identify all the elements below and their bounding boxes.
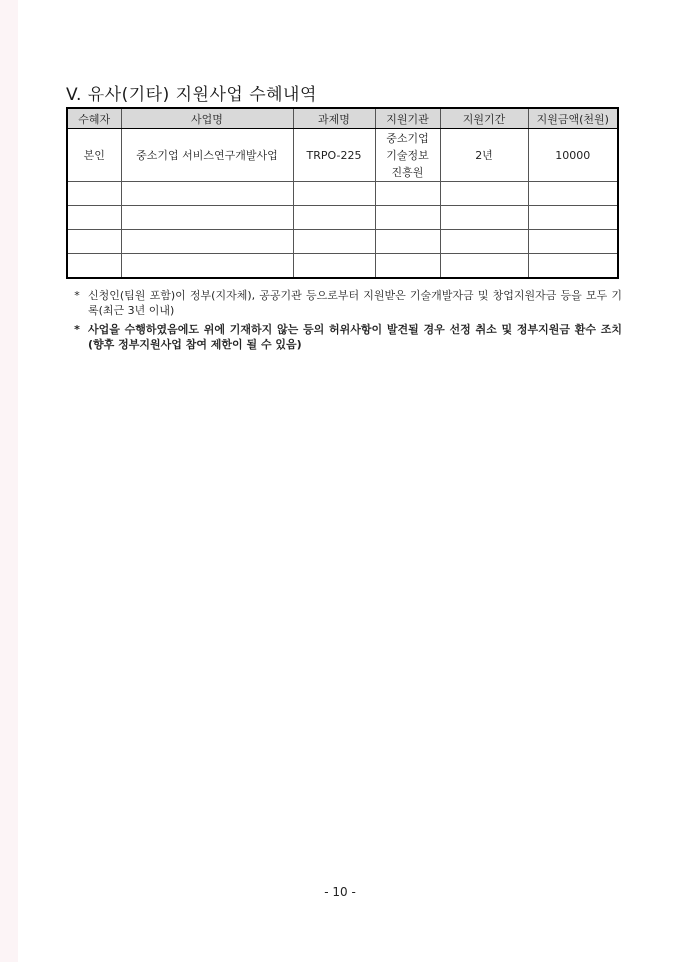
- table-row: [67, 129, 618, 182]
- table-row-empty: [67, 230, 618, 254]
- table-row-empty: [67, 206, 618, 230]
- cell-amount: 10000: [528, 129, 618, 182]
- table-row-empty: [67, 182, 618, 206]
- note-item: [66, 288, 622, 318]
- cell-recipient: 본인: [67, 129, 121, 182]
- header-task-name: 과제명: [293, 108, 375, 129]
- page-margin-strip: [0, 0, 18, 962]
- notes: [66, 288, 622, 356]
- agency-line: 중소기업: [386, 131, 429, 145]
- cell-project-name: 중소기업 서비스연구개발사업: [121, 129, 293, 182]
- section-title: V. 유사(기타) 지원사업 수혜내역: [66, 85, 317, 105]
- table-row-empty: [67, 254, 618, 279]
- cell-task-name: TRPO-225: [293, 129, 375, 182]
- header-project-name: 사업명: [121, 108, 293, 129]
- note-item-warning: [66, 322, 622, 352]
- note-bullet: *: [74, 289, 80, 302]
- header-period: 지원기간: [440, 108, 528, 129]
- agency-line: 기술정보: [386, 148, 429, 162]
- note-text: 신청인(팀원 포함)이 정부(지자체), 공공기관 등으로부터 지원받은 기술개발자금 및 창업지원자금 등을 모두 기록(최근 3년 이내): [88, 289, 622, 317]
- support-history-table: [66, 107, 619, 279]
- table-header-row: [67, 108, 618, 129]
- agency-line: 진흥원: [391, 165, 424, 179]
- cell-period: 2년: [440, 129, 528, 182]
- header-amount: 지원금액(천원): [528, 108, 618, 129]
- page-number: - 10 -: [324, 885, 356, 899]
- header-recipient: 수혜자: [67, 108, 121, 129]
- note-text: 사업을 수행하였음에도 위에 기재하지 않는 등의 허위사항이 발견될 경우 선정 취소 및 정부지원금 환수 조치(향후 정부지원사업 참여 제한이 될 수 있음): [88, 323, 622, 351]
- note-bullet: *: [74, 323, 80, 336]
- header-agency: 지원기관: [375, 108, 440, 129]
- cell-agency: [375, 129, 440, 182]
